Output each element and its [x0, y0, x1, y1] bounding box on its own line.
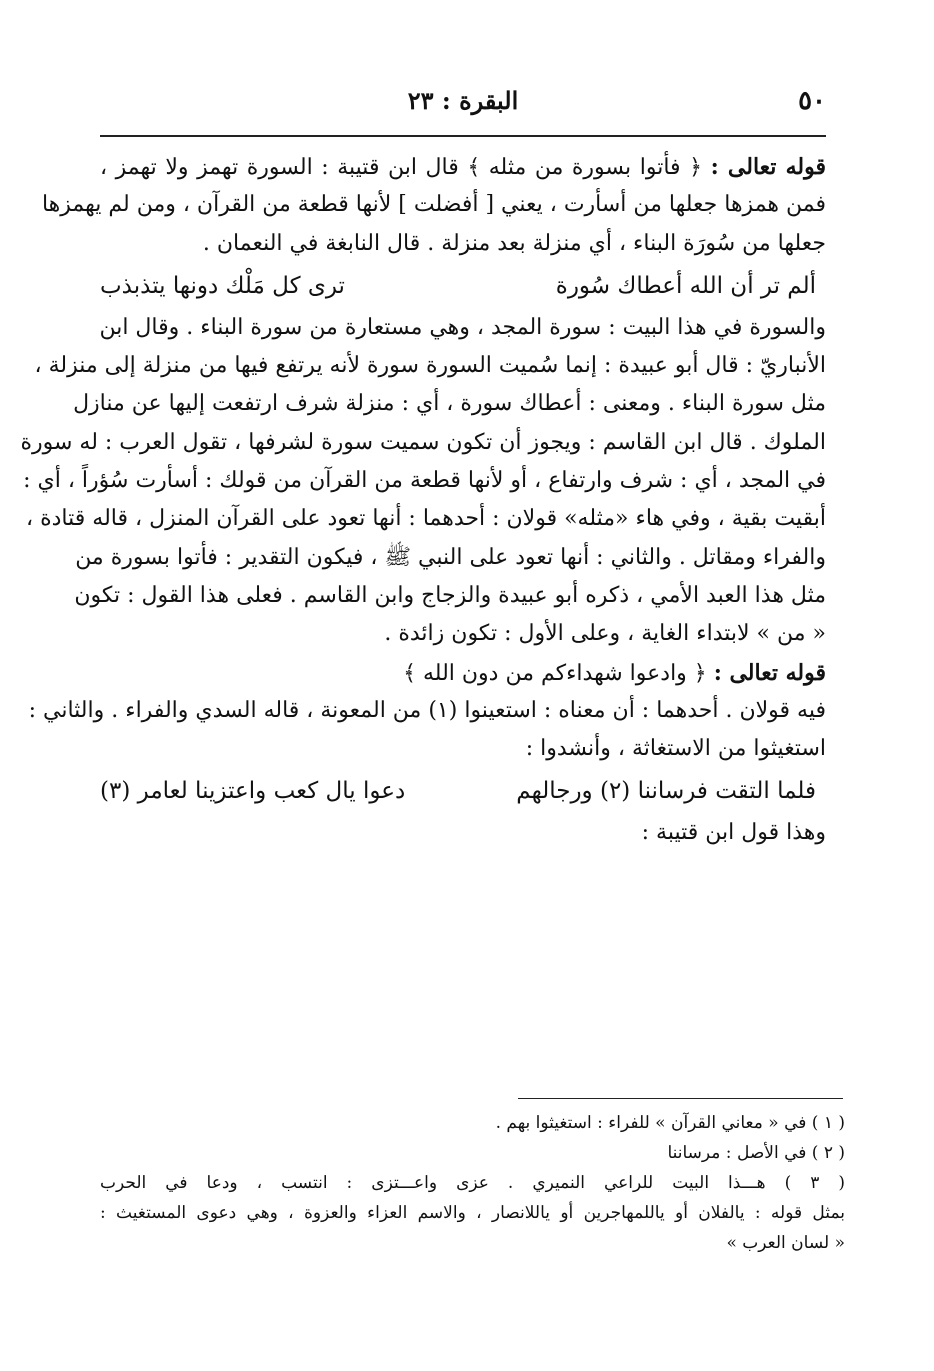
text-line	[75, 539, 826, 577]
verse-lead: قوله تعالى :	[713, 659, 826, 686]
verse-hemistich-second: ترى كل مَلْك دونها يتذبذب	[100, 272, 345, 299]
text-line	[34, 347, 826, 385]
line-text: وهذا قول ابن قتيبة :	[641, 820, 826, 846]
line-text: ﴿ وادعوا شهداءكم من دون الله ﴾	[403, 660, 714, 686]
line-text: والفراء ومقاتل . والثاني : أنها تعود على النبي ﷺ ، فيكون التقدير : فأتوا بسورة من	[75, 544, 826, 570]
line-text: في المجد ، أي : شرف وارتفاع ، أو لأنها قطعة من القرآن من قولك : أسأرت سُؤراً ، أي :	[23, 468, 826, 494]
text-line	[20, 424, 826, 462]
text-line	[73, 385, 826, 423]
text-line	[100, 654, 826, 692]
footnotes	[100, 1108, 845, 1258]
line-text: فمن همزها جعلها من أسأرت ، يعني [ أفضلت ] لأنها قطعة من القرآن ، ومن لم يهمزها	[41, 192, 826, 218]
line-text: أبقيت بقية ، وفي هاء «مثله» قولان : أحدهما : أنها تعود على القرآن المنزل ، قاله قتادة ،	[26, 506, 826, 532]
text-line	[100, 814, 826, 852]
line-text: مثل سورة البناء . ومعنى : أعطاك سورة ، أي : منزلة شرف ارتفعت إليها عن منازل	[73, 391, 826, 417]
page-header	[100, 82, 826, 122]
text-line	[100, 225, 826, 263]
footnote-line: ( ٣ ) هـــذا البيت للراعي النميري . عزى واعـــتزى : انتسب ، ودعا في الحرب	[100, 1173, 845, 1193]
footnote-divider	[518, 1098, 843, 1099]
footnote-line: بمثل قوله : يالفلان أو ياللمهاجرين أو ياللانصار ، والاسم العزاء والعزوة ، وهي دعوى المستغيث :	[100, 1203, 845, 1223]
line-text: ﴿ فأتوا بسورة من مثله ﴾ قال ابن قتيبة : السورة تهمز ولا تهمز ،	[100, 155, 711, 180]
verse-hemistich-first: ألم تر أن الله أعطاك سُورة	[555, 272, 816, 299]
verse-lead: قوله تعالى :	[710, 154, 826, 180]
text-line	[100, 615, 826, 653]
verse-hemistich-first: فلما التقت فرساننا (٢) ورجالهم	[516, 778, 816, 805]
poetry-verse	[100, 768, 826, 814]
header-divider	[100, 135, 826, 137]
line-text: الأنباريّ : قال أبو عبيدة : إنما سُميت السورة سورة لأنه يرتفع فيها من منزلة إلى منزلة ،	[34, 353, 826, 379]
text-line	[100, 730, 826, 768]
verse-hemistich-second: دعوا يال كعب واعتزينا لعامر (٣)	[100, 778, 406, 805]
line-text: جعلها من سُورَة البناء ، أي منزلة بعد منزلة . قال النابغة في النعمان .	[202, 230, 826, 256]
line-text: فيه قولان . أحدهما : أن معناه : استعينوا (١) من المعونة ، قاله السدي والفراء . والثاني :	[28, 697, 826, 723]
text-line	[26, 500, 826, 538]
text-line	[23, 462, 826, 500]
footnote-line: « لسان العرب »	[726, 1233, 845, 1253]
main-text	[20, 148, 826, 853]
line-text: مثل هذا العبد الأمي ، ذكره أبو عبيدة والزجاج وابن القاسم . فعلى هذا القول : تكون	[74, 582, 826, 608]
poetry-verse	[100, 263, 826, 309]
line-text: الملوك . قال ابن القاسم : ويجوز أن تكون سميت سورة لشرفها ، تقول العرب : له سورة	[20, 429, 826, 455]
page-number: ٥٠	[798, 86, 826, 116]
line-text: استغيثوا من الاستغاثة ، وأنشدوا :	[525, 736, 826, 762]
footnote-line: ( ٢ ) في الأصل : مرساننا	[667, 1143, 845, 1163]
text-line	[100, 148, 826, 186]
text-line	[28, 692, 826, 730]
text-line	[100, 309, 826, 347]
running-title: البقرة : ٢٣	[407, 86, 519, 115]
line-text: والسورة في هذا البيت : سورة المجد ، وهي مستعارة من سورة البناء . وقال ابن	[99, 314, 826, 340]
text-line	[41, 186, 826, 224]
footnote-line: ( ١ ) في « معاني القرآن » للفراء : استغيثوا بهم .	[495, 1113, 845, 1133]
line-text: « من » لابتداء الغاية ، وعلى الأول : تكون زائدة .	[384, 621, 826, 647]
text-line	[74, 577, 826, 615]
